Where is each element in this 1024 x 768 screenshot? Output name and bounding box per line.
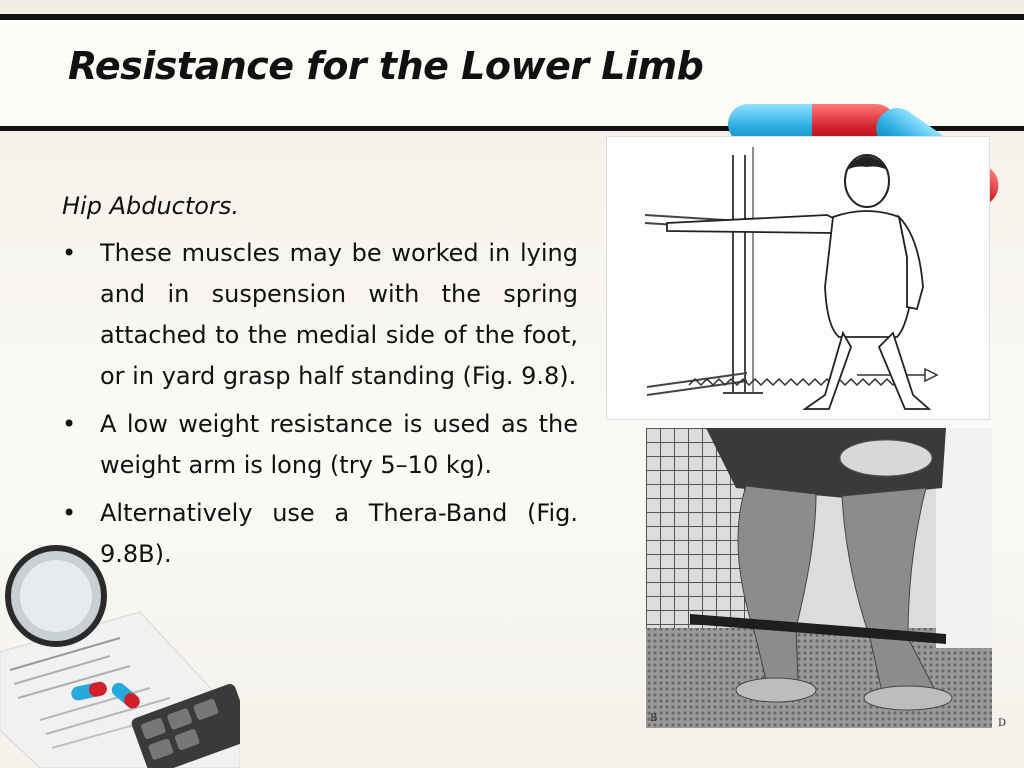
bullet-item (62, 233, 578, 397)
bullet-glyph: • (62, 499, 77, 527)
figure-label-left: B (650, 713, 658, 724)
theraband-photo (646, 428, 992, 728)
bullet-item (62, 404, 578, 486)
bullet-text: A low weight resistance is used as the weight arm is long (try 5–10 kg). (100, 410, 578, 479)
stethoscope-icon (8, 548, 104, 644)
bullet-glyph: • (62, 410, 77, 438)
figure-label-right: D (998, 718, 1007, 729)
subheading: Hip Abductors. (62, 192, 239, 220)
hip-abduction-drawing (607, 137, 989, 419)
bullet-text: These muscles may be worked in lying and in suspension with the spring attached to the medial side of the foot, or in yard grasp half standing (Fig. 9.8). (100, 239, 578, 390)
slide-title: Resistance for the Lower Limb (68, 44, 704, 88)
medical-decor (0, 520, 240, 768)
figure-drawing-hip-abduction (606, 136, 990, 420)
bullet-glyph: • (62, 239, 77, 267)
figure-photo-theraband (646, 428, 992, 728)
bullet-text: Alternatively use a Thera-Band (Fig. 9.8B). (100, 499, 578, 568)
